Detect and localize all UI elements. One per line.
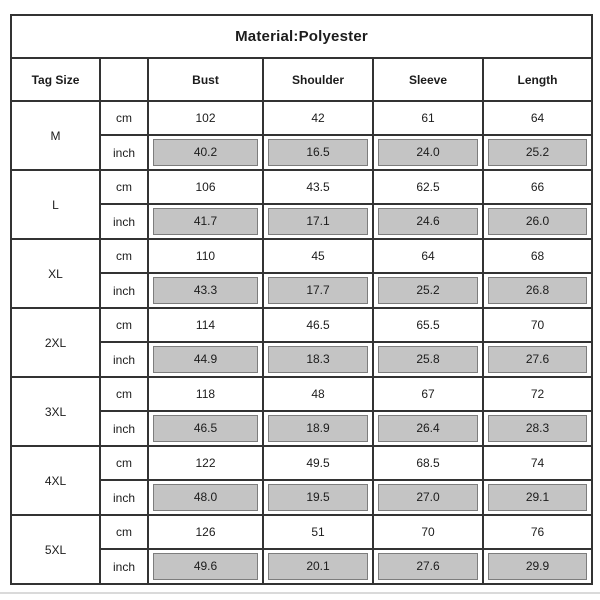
col-header-tag-size: Tag Size bbox=[11, 58, 100, 101]
cm-value-cell: 70 bbox=[373, 515, 483, 549]
inch-value-cell bbox=[483, 480, 592, 515]
inch-value-box: 46.5 bbox=[153, 415, 258, 442]
cm-value-cell: 61 bbox=[373, 101, 483, 135]
inch-value-box: 24.6 bbox=[378, 208, 478, 235]
cm-value-cell: 62.5 bbox=[373, 170, 483, 204]
inch-value-box: 49.6 bbox=[153, 553, 258, 580]
cm-value-cell: 118 bbox=[148, 377, 263, 411]
inch-value-box: 17.1 bbox=[268, 208, 368, 235]
unit-label-inch: inch bbox=[100, 480, 148, 515]
col-header-length: Length bbox=[483, 58, 592, 101]
col-header-bust: Bust bbox=[148, 58, 263, 101]
inch-value-box: 17.7 bbox=[268, 277, 368, 304]
inch-value-box: 26.4 bbox=[378, 415, 478, 442]
inch-value-cell bbox=[483, 411, 592, 446]
col-header-unit bbox=[100, 58, 148, 101]
size-row-cm bbox=[11, 308, 592, 342]
inch-value-box: 26.8 bbox=[488, 277, 587, 304]
cm-value-cell: 64 bbox=[483, 101, 592, 135]
inch-value-box: 43.3 bbox=[153, 277, 258, 304]
cm-value-cell: 110 bbox=[148, 239, 263, 273]
unit-label-inch: inch bbox=[100, 135, 148, 170]
unit-label-inch: inch bbox=[100, 342, 148, 377]
size-row-cm bbox=[11, 170, 592, 204]
inch-value-cell bbox=[148, 342, 263, 377]
size-row-cm bbox=[11, 101, 592, 135]
cm-value-cell: 64 bbox=[373, 239, 483, 273]
cm-value-cell: 114 bbox=[148, 308, 263, 342]
inch-value-box: 20.1 bbox=[268, 553, 368, 580]
inch-value-cell bbox=[263, 411, 373, 446]
cm-value-cell: 122 bbox=[148, 446, 263, 480]
unit-label-inch: inch bbox=[100, 273, 148, 308]
inch-value-cell bbox=[263, 204, 373, 239]
size-label: 5XL bbox=[11, 515, 100, 584]
inch-value-cell bbox=[483, 204, 592, 239]
inch-value-cell bbox=[263, 135, 373, 170]
cm-value-cell: 45 bbox=[263, 239, 373, 273]
unit-label-cm: cm bbox=[100, 308, 148, 342]
unit-label-cm: cm bbox=[100, 377, 148, 411]
inch-value-cell bbox=[263, 342, 373, 377]
inch-value-cell bbox=[483, 135, 592, 170]
inch-value-box: 25.2 bbox=[488, 139, 587, 166]
size-chart-header bbox=[11, 15, 592, 101]
cm-value-cell: 42 bbox=[263, 101, 373, 135]
size-chart-table bbox=[10, 14, 593, 585]
inch-value-box: 28.3 bbox=[488, 415, 587, 442]
unit-label-inch: inch bbox=[100, 549, 148, 584]
inch-value-cell bbox=[148, 204, 263, 239]
inch-value-box: 25.2 bbox=[378, 277, 478, 304]
inch-value-box: 48.0 bbox=[153, 484, 258, 511]
inch-value-cell bbox=[373, 480, 483, 515]
cm-value-cell: 43.5 bbox=[263, 170, 373, 204]
inch-value-box: 18.3 bbox=[268, 346, 368, 373]
cm-value-cell: 67 bbox=[373, 377, 483, 411]
size-label: 2XL bbox=[11, 308, 100, 377]
size-row-cm bbox=[11, 377, 592, 411]
unit-label-cm: cm bbox=[100, 515, 148, 549]
inch-value-cell bbox=[483, 342, 592, 377]
cm-value-cell: 126 bbox=[148, 515, 263, 549]
inch-value-box: 29.1 bbox=[488, 484, 587, 511]
inch-value-box: 19.5 bbox=[268, 484, 368, 511]
unit-label-inch: inch bbox=[100, 411, 148, 446]
unit-label-cm: cm bbox=[100, 239, 148, 273]
cm-value-cell: 68.5 bbox=[373, 446, 483, 480]
cm-value-cell: 76 bbox=[483, 515, 592, 549]
inch-value-box: 29.9 bbox=[488, 553, 587, 580]
inch-value-cell bbox=[483, 549, 592, 584]
inch-value-box: 27.0 bbox=[378, 484, 478, 511]
inch-value-box: 27.6 bbox=[378, 553, 478, 580]
inch-value-box: 24.0 bbox=[378, 139, 478, 166]
cm-value-cell: 65.5 bbox=[373, 308, 483, 342]
col-header-sleeve: Sleeve bbox=[373, 58, 483, 101]
cm-value-cell: 74 bbox=[483, 446, 592, 480]
cm-value-cell: 46.5 bbox=[263, 308, 373, 342]
inch-value-cell bbox=[373, 135, 483, 170]
material-title: Material:Polyester bbox=[11, 15, 592, 58]
size-row-cm bbox=[11, 446, 592, 480]
inch-value-box: 16.5 bbox=[268, 139, 368, 166]
inch-value-cell bbox=[263, 480, 373, 515]
col-header-shoulder: Shoulder bbox=[263, 58, 373, 101]
inch-value-cell bbox=[373, 411, 483, 446]
inch-value-box: 26.0 bbox=[488, 208, 587, 235]
cm-value-cell: 70 bbox=[483, 308, 592, 342]
inch-value-cell bbox=[148, 549, 263, 584]
cm-value-cell: 68 bbox=[483, 239, 592, 273]
inch-value-cell bbox=[373, 204, 483, 239]
size-label: M bbox=[11, 101, 100, 170]
inch-value-box: 44.9 bbox=[153, 346, 258, 373]
unit-label-cm: cm bbox=[100, 101, 148, 135]
size-label: L bbox=[11, 170, 100, 239]
cm-value-cell: 48 bbox=[263, 377, 373, 411]
inch-value-cell bbox=[263, 549, 373, 584]
inch-value-box: 27.6 bbox=[488, 346, 587, 373]
size-label: XL bbox=[11, 239, 100, 308]
size-row-cm bbox=[11, 239, 592, 273]
cm-value-cell: 106 bbox=[148, 170, 263, 204]
column-header-row bbox=[11, 58, 592, 101]
cm-value-cell: 66 bbox=[483, 170, 592, 204]
unit-label-cm: cm bbox=[100, 170, 148, 204]
size-label: 4XL bbox=[11, 446, 100, 515]
inch-value-cell bbox=[148, 411, 263, 446]
inch-value-cell bbox=[373, 549, 483, 584]
inch-value-cell bbox=[483, 273, 592, 308]
cm-value-cell: 72 bbox=[483, 377, 592, 411]
inch-value-cell bbox=[373, 342, 483, 377]
bottom-divider-line bbox=[0, 592, 600, 594]
size-label: 3XL bbox=[11, 377, 100, 446]
inch-value-cell bbox=[148, 135, 263, 170]
cm-value-cell: 51 bbox=[263, 515, 373, 549]
inch-value-box: 25.8 bbox=[378, 346, 478, 373]
unit-label-cm: cm bbox=[100, 446, 148, 480]
size-row-cm bbox=[11, 515, 592, 549]
inch-value-box: 40.2 bbox=[153, 139, 258, 166]
unit-label-inch: inch bbox=[100, 204, 148, 239]
inch-value-cell bbox=[263, 273, 373, 308]
inch-value-box: 18.9 bbox=[268, 415, 368, 442]
inch-value-cell bbox=[148, 480, 263, 515]
inch-value-cell bbox=[148, 273, 263, 308]
cm-value-cell: 49.5 bbox=[263, 446, 373, 480]
size-table-body bbox=[11, 101, 592, 584]
inch-value-box: 41.7 bbox=[153, 208, 258, 235]
inch-value-cell bbox=[373, 273, 483, 308]
material-header-row bbox=[11, 15, 592, 58]
cm-value-cell: 102 bbox=[148, 101, 263, 135]
